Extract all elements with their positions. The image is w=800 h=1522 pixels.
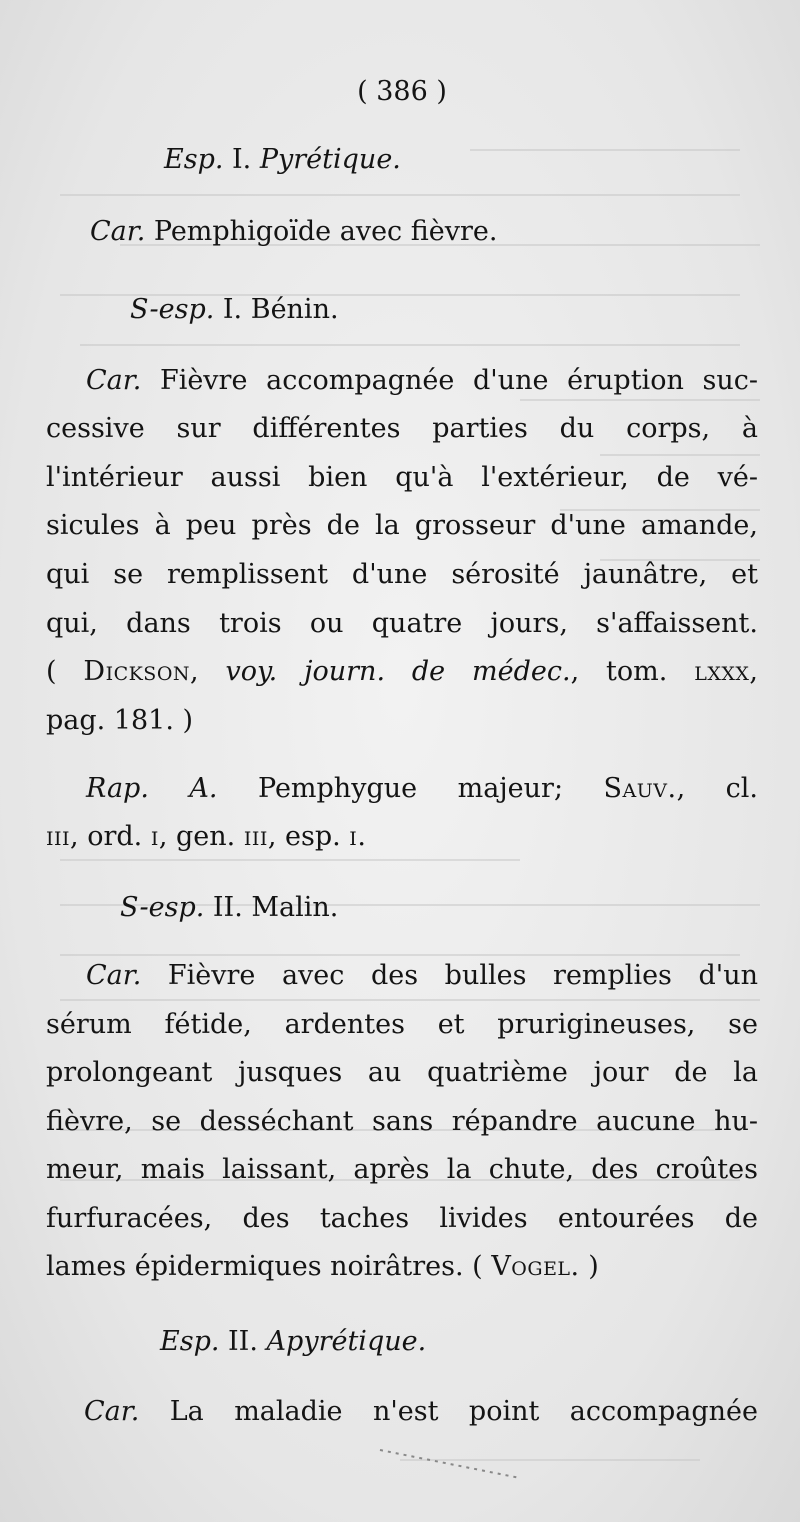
- rapport-line: Rap. A. Pemphygue majeur; Sauv., cl.: [86, 773, 758, 804]
- citation-dickson: ( Dickson, voy. journ. de médec., tom. lxxx,: [46, 656, 759, 687]
- text-line: furfuracées, des taches livides entourées de: [46, 1203, 758, 1234]
- text-line: fièvre, se desséchant sans répandre aucune hu-: [46, 1106, 758, 1137]
- text-line: Car. La maladie n'est point accompagnée: [84, 1396, 758, 1427]
- text-line: Car. Pemphigoïde avec fièvre.: [90, 216, 498, 247]
- text-line: Car. Fièvre avec des bulles remplies d'un: [86, 960, 758, 991]
- text-line: sérum fétide, ardentes et prurigineuses, se: [46, 1009, 758, 1040]
- heading-s-esp-ii: S-esp. II. Malin.: [120, 892, 339, 923]
- text-line: meur, mais laissant, après la chute, des croûtes: [46, 1154, 758, 1185]
- text-line: l'intérieur aussi bien qu'à l'extérieur, de vé-: [46, 462, 758, 493]
- text-line: qui se remplissent d'une sérosité jaunâtre, et: [46, 559, 758, 590]
- page-number: ( 386 ): [357, 76, 447, 107]
- citation-vogel: lames épidermiques noirâtres. ( Vogel. ): [46, 1251, 599, 1282]
- text-line: pag. 181. ): [46, 705, 194, 736]
- heading-esp-i: Esp. I. Pyrétique.: [164, 144, 401, 175]
- text-line: qui, dans trois ou quatre jours, s'affaissent.: [46, 608, 758, 639]
- heading-esp-ii: Esp. II. Apyrétique.: [160, 1326, 427, 1357]
- heading-s-esp-i: S-esp. I. Bénin.: [130, 294, 339, 325]
- text-line: cessive sur différentes parties du corps, à: [46, 413, 758, 444]
- text-line: iii, ord. i, gen. iii, esp. i.: [46, 821, 366, 852]
- text-line: Car. Fièvre accompagnée d'une éruption suc-: [86, 365, 758, 396]
- text-line: prolongeant jusques au quatrième jour de la: [46, 1057, 758, 1088]
- text-line: sicules à peu près de la grosseur d'une amande,: [46, 510, 758, 541]
